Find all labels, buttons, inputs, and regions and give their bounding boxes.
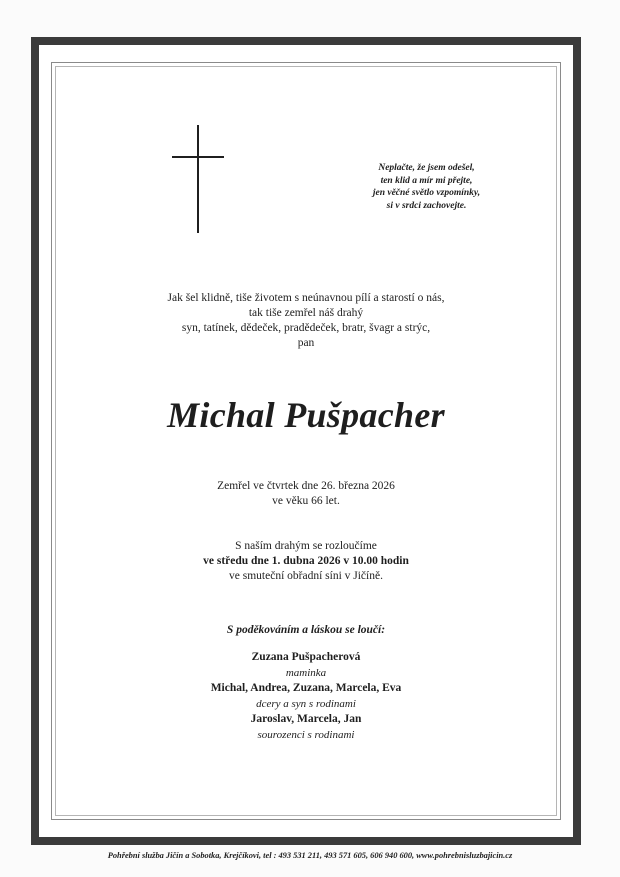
verse-line: ten klid a mír mi přejte, [380, 175, 473, 186]
verse-line: Neplačte, že jsem odešel, [378, 163, 475, 173]
mourner-relation: dcery a syn s rodinami [256, 697, 356, 710]
thanks-heading: S poděkováním a láskou se loučí: [226, 624, 386, 636]
death-age: ve věku 66 let. [272, 495, 340, 507]
mourners-list [39, 650, 573, 743]
cross-horizontal-bar [172, 156, 224, 158]
verse-line: si v srdci zachovejte. [386, 200, 467, 211]
funeral-place: ve smuteční obřadní síni v Jičíně. [229, 570, 383, 582]
intro-line: syn, tatínek, dědeček, pradědeček, bratr, švagr a strýc, [181, 322, 431, 334]
cross-vertical-bar [197, 125, 199, 233]
mourner-group [39, 650, 573, 681]
intro-line: Jak šel klidně, tiše životem s neúnavnou pílí a starostí o nás, [167, 292, 445, 304]
funeral-line: S naším drahým se rozloučíme [235, 540, 377, 552]
footer-contact: Pohřební služba Jičín a Sobotka, Krejčíkovi, tel : 493 531 211, 493 571 605, 606 940 600, www.pohrebnisluzbajicin.cz [107, 851, 513, 860]
death-info [39, 479, 573, 509]
deceased-name: Michal Pušpacher [167, 395, 445, 435]
mourner-relation: maminka [285, 666, 327, 679]
death-date: Zemřel ve čtvrtek dne 26. března 2026 [217, 480, 395, 492]
mourner-name: Jaroslav, Marcela, Jan [250, 713, 362, 725]
mourner-group [39, 681, 573, 712]
mourner-relation: sourozenci s rodinami [257, 728, 355, 741]
intro-text [39, 291, 573, 351]
funeral-info [39, 539, 573, 584]
intro-line: tak tiše zemřel náš drahý [248, 307, 364, 319]
mourner-name: Zuzana Pušpacherová [251, 651, 361, 663]
cross-icon [172, 125, 224, 233]
funeral-date-time: ve středu dne 1. dubna 2026 v 10.00 hodin [203, 555, 409, 567]
mourner-group [39, 712, 573, 743]
intro-line: pan [297, 337, 315, 349]
outer-frame [31, 37, 581, 845]
mourner-name: Michal, Andrea, Zuzana, Marcela, Eva [210, 682, 402, 694]
verse [339, 162, 514, 212]
verse-line: jen věčné světlo vzpomínky, [372, 188, 481, 198]
